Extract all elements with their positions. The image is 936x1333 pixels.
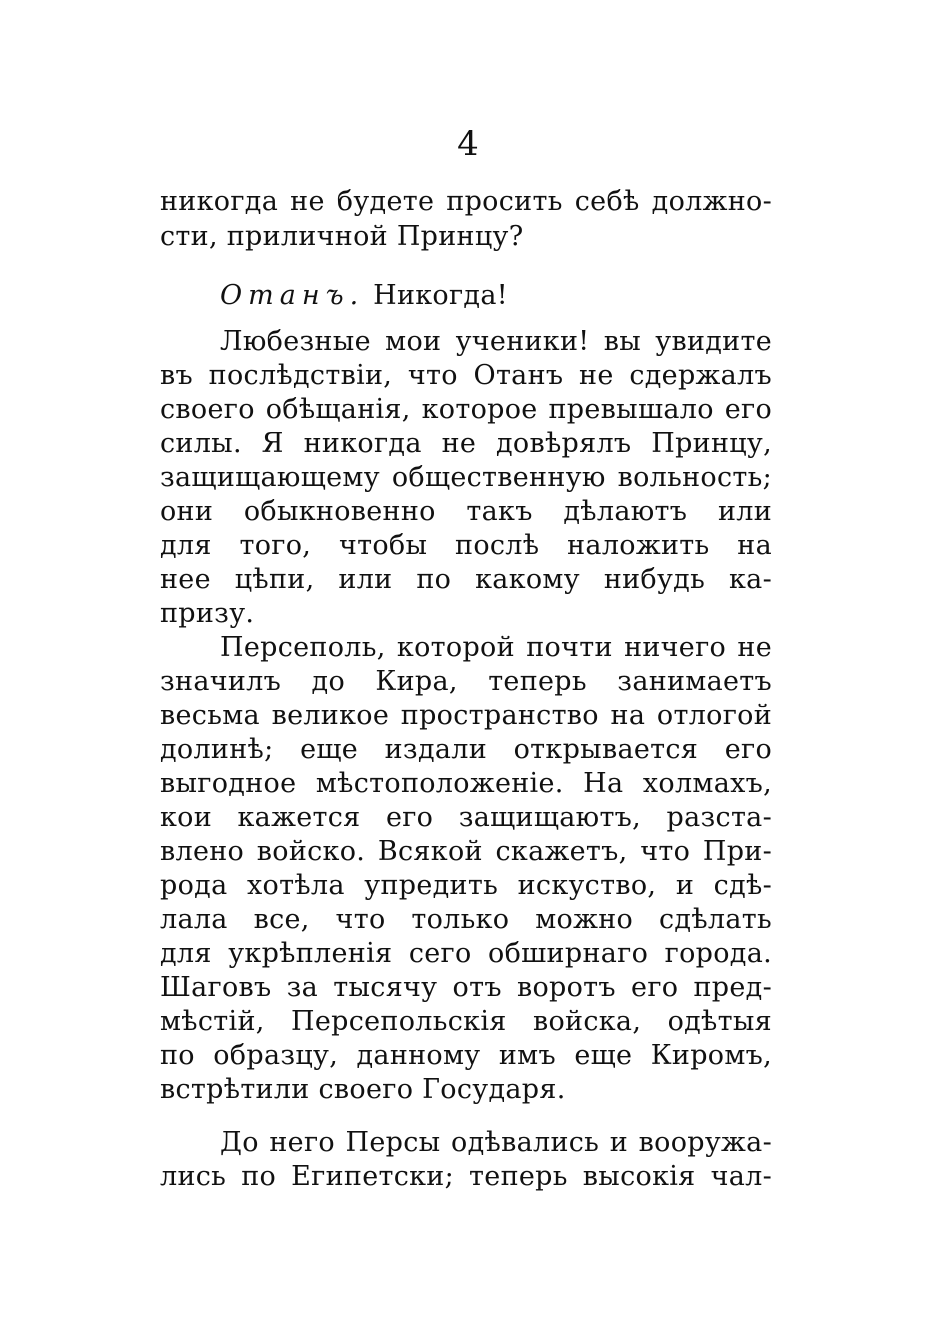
text-line: Любезные мои ученики! вы увидите xyxy=(220,326,772,357)
text-line: по образцу, данному имъ еще Киромъ, xyxy=(160,1040,772,1071)
text-line: долинѣ; еще издали открывается его xyxy=(160,734,772,765)
text-line: они обыкновенно такъ дѣлаютъ или xyxy=(160,496,772,527)
page-number: 4 xyxy=(457,124,479,164)
text-line: встрѣтили своего Государя. xyxy=(160,1074,566,1105)
text-line: выгодное мѣстоположеніе. На холмахъ, xyxy=(160,768,772,799)
text-line: лись по Египетски; теперь высокія чал- xyxy=(160,1161,772,1192)
text-line: Шаговъ за тысячу отъ воротъ его пред- xyxy=(160,972,772,1003)
text-line: До него Персы одѣвались и вооружа- xyxy=(220,1127,772,1158)
text-line: защищающему общественную вольность; xyxy=(160,462,772,493)
text-line: силы. Я никогда не довѣрялъ Принцу, xyxy=(160,428,772,459)
text-line: рода хотѣла упредить искуство, и сдѣ- xyxy=(160,870,772,901)
text-line: значилъ до Кира, теперь занимаетъ xyxy=(160,666,772,697)
text-line: сти, приличной Принцу? xyxy=(160,221,524,252)
dialogue-line xyxy=(220,279,772,313)
text-line: Персеполь, которой почти ничего не xyxy=(220,632,772,663)
text-line: кои кажется его защищаютъ, разста- xyxy=(160,802,772,833)
text-line: лала все, что только можно сдѣлать xyxy=(160,904,772,935)
text-line: въ послѣдствіи, что Отанъ не сдержалъ xyxy=(160,360,772,391)
text-line: для того, чтобы послѣ наложить на xyxy=(160,530,772,561)
speaker-name: Отанъ. xyxy=(220,280,365,311)
text-line: мѣстій, Персепольскія войска, одѣтыя xyxy=(160,1006,772,1037)
text-line: для укрѣпленія сего обширнаго города. xyxy=(160,938,772,969)
text-line: призу. xyxy=(160,598,255,629)
text-line: влено войско. Всякой скажетъ, что При- xyxy=(160,836,772,867)
dialogue-text: Никогда! xyxy=(373,280,508,311)
text-line: нее цѣпи, или по какому нибудь ка- xyxy=(160,564,772,595)
text-line: весьма великое пространство на отлогой xyxy=(160,700,772,731)
text-line: своего обѣщанія, которое превышало его xyxy=(160,394,772,425)
text-line: никогда не будете просить себѣ должно- xyxy=(160,186,772,217)
